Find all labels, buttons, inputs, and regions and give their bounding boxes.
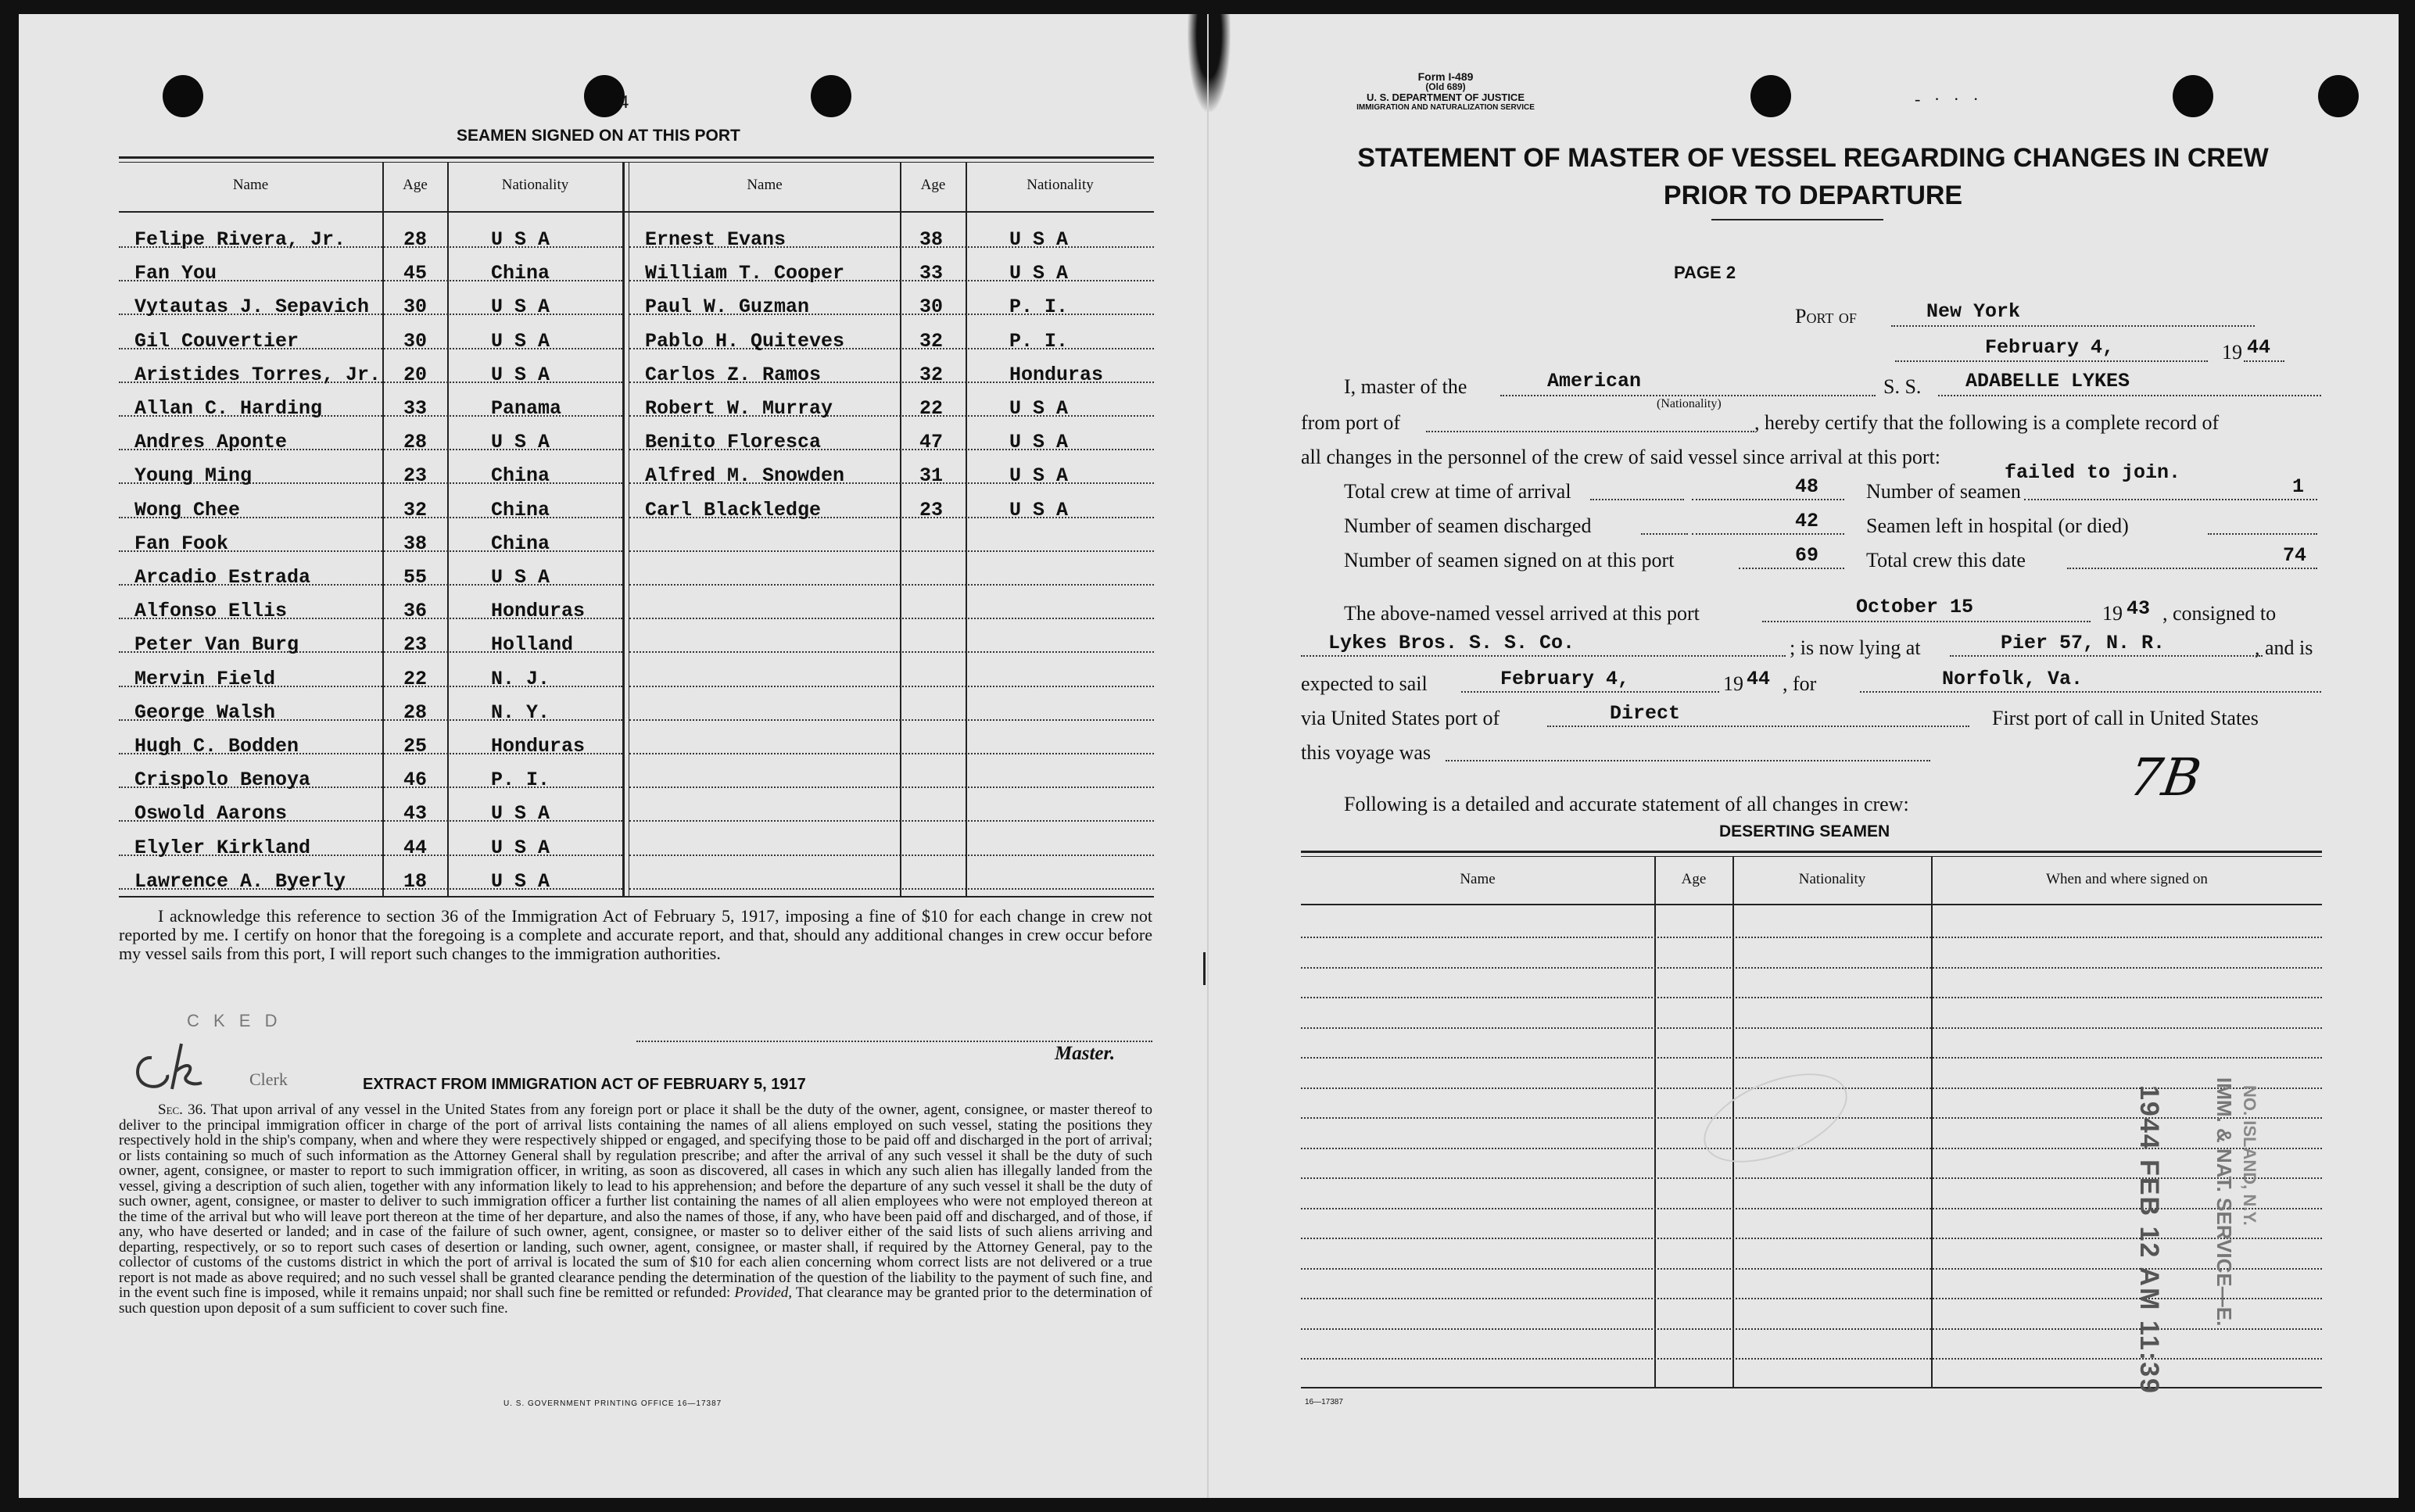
printing-office: U. S. GOVERNMENT PRINTING OFFICE 16—17387: [503, 1399, 722, 1408]
crew-name: Peter Van Burg: [134, 633, 299, 657]
row-rule: [1301, 1177, 2322, 1179]
crew-nationality: U S A: [491, 228, 550, 251]
discharged-label: Number of seamen discharged: [1344, 514, 1592, 537]
deserting-header-rule: [1301, 904, 2322, 905]
crew-name: Gil Couvertier: [134, 329, 299, 353]
crew-name: Fan You: [134, 262, 217, 285]
handwritten-note: 7B: [2125, 747, 2205, 808]
year-value: 44: [2247, 336, 2271, 359]
crew-name: Carlos Z. Ramos: [645, 363, 822, 386]
deserting-title: DESERTING SEAMEN: [1719, 822, 1890, 840]
crew-age: 28: [403, 228, 428, 251]
crew-nationality: Honduras: [1009, 363, 1104, 386]
form-number: Form I-489: [1417, 70, 1474, 83]
sail-year: 44: [1747, 668, 1771, 690]
row-rule: [1301, 967, 2322, 969]
title-rule: [1711, 219, 1883, 220]
value-line: [1692, 499, 1844, 500]
crew-nationality: U S A: [1009, 397, 1069, 420]
crew-age: 22: [919, 397, 944, 420]
total-crew-arrival-label: Total crew at time of arrival: [1344, 480, 1571, 503]
consignee: Lykes Bros. S. S. Co.: [1328, 632, 1575, 654]
form-header: [1293, 72, 1598, 113]
crew-nationality: U S A: [1009, 262, 1069, 285]
for-label: , for: [1783, 672, 1817, 695]
crew-nationality: Honduras: [491, 735, 586, 758]
crew-nationality: U S A: [1009, 431, 1069, 454]
failed-typed: failed to join.: [2005, 461, 2181, 484]
following-label: Following is a detailed and accurate statement of all changes in crew:: [1344, 793, 1909, 815]
row-rule: [1301, 997, 2322, 998]
extract-text: [119, 1102, 1152, 1316]
and-is: , and is: [2255, 636, 2313, 659]
date-value: February 4,: [1985, 336, 2115, 359]
crew-name: Vytautas J. Sepavich: [134, 296, 370, 319]
for-value: Norfolk, Va.: [1942, 668, 2084, 690]
crew-nationality: U S A: [491, 802, 550, 826]
binding-shadow: [1188, 14, 1231, 112]
punch-hole: [163, 75, 203, 117]
sail-year-prefix: 19: [1723, 672, 1743, 695]
crew-name: Alfonso Ellis: [134, 600, 288, 623]
first-port-label: First port of call in United States: [1992, 707, 2259, 729]
table-top-rule: [119, 156, 1154, 159]
col-divider: [622, 163, 625, 896]
faint-oval-stamp: [1691, 1055, 1859, 1181]
crew-nationality: U S A: [491, 566, 550, 589]
row-rule: [1301, 1298, 2322, 1299]
nationality-value: American: [1547, 370, 1642, 392]
row-rule: [629, 855, 1154, 856]
footer-code: 16—17387: [1305, 1398, 1343, 1406]
row-rule: [1301, 1057, 2322, 1059]
certify-text: , hereby certify that the following is a complete record of: [1754, 411, 2220, 434]
lying-value: Pier 57, N. R.: [2001, 632, 2166, 654]
crew-name: Andres Aponte: [134, 431, 288, 454]
crew-nationality: P. I.: [1009, 329, 1069, 353]
lying-label: ; is now lying at: [1790, 636, 1921, 659]
failed-label: Number of seamen: [1866, 480, 2021, 503]
page-number: 4: [619, 92, 629, 113]
crew-age: 30: [403, 329, 428, 353]
crew-name: Alfred M. Snowden: [645, 464, 845, 488]
crew-age: 44: [403, 836, 428, 859]
crew-nationality: China: [491, 262, 550, 285]
col-header-name: Name: [747, 177, 783, 193]
crew-age: 23: [919, 498, 944, 521]
nationality-caption: (Nationality): [1657, 397, 1722, 410]
nationality-line: [1500, 395, 1876, 396]
title-line-2: PRIOR TO DEPARTURE: [1663, 181, 1963, 210]
port-label: Port of: [1795, 305, 1857, 328]
via-value: Direct: [1610, 702, 1681, 725]
crew-name: Robert W. Murray: [645, 397, 833, 420]
extract-body: That upon arrival of any vessel in the United States from any foreign port or place it shall be the duty of the owner, agent, consignee, or master thereof to deliver to the principal immigration officer in charge of the port of arrival lists containing the names of all aliens employed on such vessel, stating the positions they respectively hold in the ship's company, when and where they were respectively shipped or engaged, and specifying those to be paid off and discharged in the port of arrival; or lists containing so much of such information as the Attorney General shall by regulation prescribe; and after the arrival of any such vessel it shall be the duty of such owner, agent, consignee, or master to report to such immigration officer, in writing, as soon as discovered, all cases in which any such alien has illegally landed from the vessel, giving a description of such alien, together with any information likely to lead to his apprehension; and before the departure of any such vessel it shall be the duty of such owner, agent, consignee, or master to deliver to such immigration officer a further list containing the names of all alien employees who were not employed thereon at the time of the arrival but who will leave port thereon at the time of her departure, and also the names of those, if any, who have been paid off and discharged, and of those, if any, who have deserted or landed; and in case of the failure of such owner, agent, consignee, or master so to deliver either of the said lists of such aliens arriving and departing, respectively, or so to report such cases of desertion or landing, such owner, agent, consignee, or master shall, if required by the Attorney General, pay to the collector of customs of the customs district in which the port of arrival is located the sum of $10 for each alien concerning whom correct lists are not delivered or a true report is not made as above required; and no such vessel shall be granted clearance pending the determination of the question of the liability to the payment of such fine, and in the event such fine is imposed, while it remains unpaid; nor shall such fine be remitted or refunded:: [119, 1102, 1152, 1301]
arrived-line: [1762, 621, 2091, 622]
from-port-label: from port of: [1301, 411, 1401, 434]
crew-nationality: U S A: [491, 836, 550, 859]
crew-name: Lawrence A. Byerly: [134, 869, 346, 893]
extract-body-end: That clearance may be granted prior to the determination of such question upon deposit of a sum sufficient to cover such fine.: [119, 1284, 1152, 1317]
deserting-bottom-rule: [1301, 1387, 2322, 1388]
row-rule: [629, 719, 1154, 721]
crew-age: 28: [403, 431, 428, 454]
col-header-name: Name: [232, 177, 269, 193]
row-rule: [1301, 1328, 2322, 1330]
crew-nationality: U S A: [491, 329, 550, 353]
crew-nationality: U S A: [1009, 464, 1069, 488]
extract-title: EXTRACT FROM IMMIGRATION ACT OF FEBRUARY 5, 1917: [363, 1076, 806, 1093]
document-sheet: [19, 14, 2399, 1498]
row-rule: [629, 651, 1154, 653]
crew-name: Benito Floresca: [645, 431, 822, 454]
row-rule: [1301, 1148, 2322, 1149]
crew-age: 47: [919, 431, 944, 454]
crew-age: 30: [403, 296, 428, 319]
crew-nationality: N. Y.: [491, 700, 550, 724]
row-rule: [629, 786, 1154, 788]
crew-nationality: U S A: [1009, 498, 1069, 521]
title-line-1: STATEMENT OF MASTER OF VESSEL REGARDING CHANGES IN CREW: [1357, 143, 2269, 173]
crew-age: 25: [403, 735, 428, 758]
row-rule: [1301, 1238, 2322, 1239]
year-line: [2244, 360, 2284, 362]
crew-nationality: China: [491, 532, 550, 555]
section-label: Sec. 36.: [158, 1102, 206, 1118]
sail-line: [1461, 691, 1719, 693]
crew-age: 55: [403, 566, 428, 589]
master-of-label: I, master of the: [1344, 375, 1467, 398]
crew-age: 32: [919, 329, 944, 353]
row-rule: [1301, 1268, 2322, 1270]
crew-name: Ernest Evans: [645, 228, 786, 251]
row-rule: [629, 820, 1154, 822]
crew-age: 31: [919, 464, 944, 488]
crew-age: 38: [919, 228, 944, 251]
crew-age: 33: [919, 262, 944, 285]
table-bottom-rule: [119, 896, 1154, 898]
crew-nationality: P. I.: [1009, 296, 1069, 319]
crew-name: Fan Fook: [134, 532, 229, 555]
service: IMMIGRATION AND NATURALIZATION SERVICE: [1356, 103, 1535, 112]
deserting-top-rule: [1301, 851, 2322, 853]
crew-name: Arcadio Estrada: [134, 566, 311, 589]
crew-name: Hugh C. Bodden: [134, 735, 299, 758]
crew-name: Wong Chee: [134, 498, 241, 521]
row-rule: [629, 686, 1154, 687]
row-rule: [629, 618, 1154, 619]
crew-nationality: Panama: [491, 397, 562, 420]
left-title: SEAMEN SIGNED ON AT THIS PORT: [457, 127, 740, 145]
row-rule: [629, 584, 1154, 586]
extract-provided: Provided,: [734, 1284, 793, 1301]
discharged-value: 42: [1795, 510, 1819, 532]
crew-name: Pablo H. Quiteves: [645, 329, 845, 353]
signed-on-label: Number of seamen signed on at this port: [1344, 549, 1675, 571]
row-rule: [629, 753, 1154, 754]
crew-age: 22: [403, 667, 428, 690]
ship-line: [1938, 395, 2321, 396]
total-crew-date-value: 74: [2283, 544, 2307, 567]
date-stamp: 1944 FEB 12 AM 11:39: [2134, 1085, 2164, 1395]
crew-name: Elyler Kirkland: [134, 836, 311, 859]
row-rule: [1301, 1027, 2322, 1029]
consignee-line: [1301, 655, 1786, 657]
ship-name: ADABELLE LYKES: [1965, 370, 2130, 392]
value-line: [1739, 568, 1844, 569]
total-crew-date-label: Total crew this date: [1866, 549, 2026, 571]
col-header-age: Age: [920, 177, 946, 193]
for-line: [1860, 691, 2321, 693]
lying-line: [1950, 655, 2263, 657]
crew-age: 36: [403, 600, 428, 623]
failed-value: 1: [2292, 475, 2305, 498]
via-label: via United States port of: [1301, 707, 1500, 729]
crew-nationality: U S A: [491, 869, 550, 893]
right-title: [1285, 139, 2341, 214]
crew-name: William T. Cooper: [645, 262, 845, 285]
crew-age: 38: [403, 532, 428, 555]
crew-age: 45: [403, 262, 428, 285]
value-line: [1692, 533, 1844, 535]
crew-nationality: China: [491, 464, 550, 488]
consigned-label: , consigned to: [2162, 602, 2277, 625]
crew-name: Paul W. Guzman: [645, 296, 810, 319]
arrived-year: 43: [2127, 597, 2151, 620]
hospital-label: Seamen left in hospital (or died): [1866, 514, 2129, 537]
crew-age: 23: [403, 464, 428, 488]
crew-name: Carl Blackledge: [645, 498, 822, 521]
leader-dots: [2067, 568, 2317, 569]
crew-name: Allan C. Harding: [134, 397, 323, 420]
crew-age: 33: [403, 397, 428, 420]
col-header-age: Age: [403, 177, 428, 193]
crew-name: Oswold Aarons: [134, 802, 288, 826]
leader-dots: [2208, 533, 2317, 535]
clerk-label: Clerk: [249, 1070, 288, 1089]
deserting-top-rule-2: [1301, 856, 2322, 857]
punch-hole: [2173, 75, 2213, 117]
crew-age: 32: [919, 363, 944, 386]
crew-nationality: China: [491, 498, 550, 521]
row-rule: [629, 888, 1154, 890]
from-port-line: [1426, 431, 1754, 432]
punch-hole: [1750, 75, 1791, 117]
crew-name: Mervin Field: [134, 667, 276, 690]
clerk-initials: [120, 1034, 230, 1097]
row-rule: [1301, 937, 2322, 938]
year-prefix: 19: [2222, 341, 2242, 364]
master-signature-line: [636, 1041, 1152, 1042]
port-value: New York: [1926, 300, 2021, 323]
crew-name: Felipe Rivera, Jr.: [134, 228, 346, 251]
leader-dots: [1590, 499, 1684, 500]
punch-hole: [811, 75, 851, 117]
port-line: [1891, 325, 2255, 327]
row-rule: [1301, 1208, 2322, 1209]
ss-label: S. S.: [1883, 375, 1922, 398]
arrived-date: October 15: [1856, 596, 1974, 618]
crew-age: 32: [403, 498, 428, 521]
crew-nationality: U S A: [491, 431, 550, 454]
voyage-label: this voyage was: [1301, 741, 1431, 764]
row-rule: [629, 550, 1154, 552]
table-header-rule: [119, 211, 1154, 213]
fold-line: [1207, 14, 1209, 1498]
arrived-year-prefix: 19: [2102, 602, 2123, 625]
sail-label: expected to sail: [1301, 672, 1428, 695]
crew-name: Young Ming: [134, 464, 253, 488]
page-label: PAGE 2: [1674, 263, 1736, 282]
crew-age: 23: [403, 633, 428, 657]
all-changes-text: all changes in the personnel of the crew of said vessel since arrival at this port:: [1301, 446, 1941, 468]
acknowledgement-text: I acknowledge this reference to section 36 of the Immigration Act of February 5, 1917, imposing a fine of $10 for each change in crew not reported by me. I certify on honor that the foregoing is a complete and accurate report, and that, should any additional changes in crew occur before my vessel sails from this port, I will report such changes to the immigration authorities.: [119, 906, 1152, 963]
crew-age: 20: [403, 363, 428, 386]
sail-date: February 4,: [1500, 668, 1630, 690]
crew-nationality: U S A: [1009, 228, 1069, 251]
deserting-header-age: Age: [1681, 871, 1707, 887]
via-line: [1547, 726, 1969, 727]
form-old: (Old 689): [1425, 81, 1466, 92]
deserting-header-name: Name: [1460, 871, 1496, 887]
table-top-rule-2: [119, 162, 1154, 163]
arrived-label: The above-named vessel arrived at this port: [1344, 602, 1700, 625]
crew-nationality: N. J.: [491, 667, 550, 690]
master-label: Master.: [1055, 1043, 1116, 1064]
crew-name: George Walsh: [134, 700, 276, 724]
crew-name: Aristides Torres, Jr.: [134, 363, 382, 386]
dash-marks: - · · ·: [1915, 89, 1983, 109]
col-header-nationality: Nationality: [1027, 177, 1094, 193]
crew-nationality: Holland: [491, 633, 574, 657]
signed-on-value: 69: [1795, 544, 1819, 567]
crew-name: Crispolo Benoya: [134, 769, 311, 792]
department: U. S. DEPARTMENT OF JUSTICE: [1367, 91, 1525, 103]
crew-age: 30: [919, 296, 944, 319]
crew-age: 43: [403, 802, 428, 826]
crew-nationality: P. I.: [491, 769, 550, 792]
margin-mark: [1203, 952, 1206, 985]
crew-age: 46: [403, 769, 428, 792]
crew-age: 18: [403, 869, 428, 893]
row-rule: [1301, 1358, 2322, 1360]
service-stamp: IMM. & NAT. SERVICE—E.: [2213, 1077, 2236, 1327]
leader-dots: [1641, 533, 1688, 535]
crew-nationality: U S A: [491, 363, 550, 386]
place-stamp: NO. ISLAND, N.Y.: [2240, 1085, 2259, 1226]
crew-age: 28: [403, 700, 428, 724]
checked-stamp: C K E D: [187, 1011, 282, 1030]
voyage-line: [1446, 760, 1930, 761]
date-line: [1895, 360, 2208, 362]
crew-nationality: U S A: [491, 296, 550, 319]
total-crew-arrival-value: 48: [1795, 475, 1819, 498]
punch-hole: [2318, 75, 2359, 117]
deserting-header-signed: When and where signed on: [2046, 871, 2208, 887]
failed-value-line: [2024, 499, 2317, 500]
deserting-header-nationality: Nationality: [1798, 871, 1866, 887]
crew-nationality: Honduras: [491, 600, 586, 623]
col-header-nationality: Nationality: [501, 177, 569, 193]
